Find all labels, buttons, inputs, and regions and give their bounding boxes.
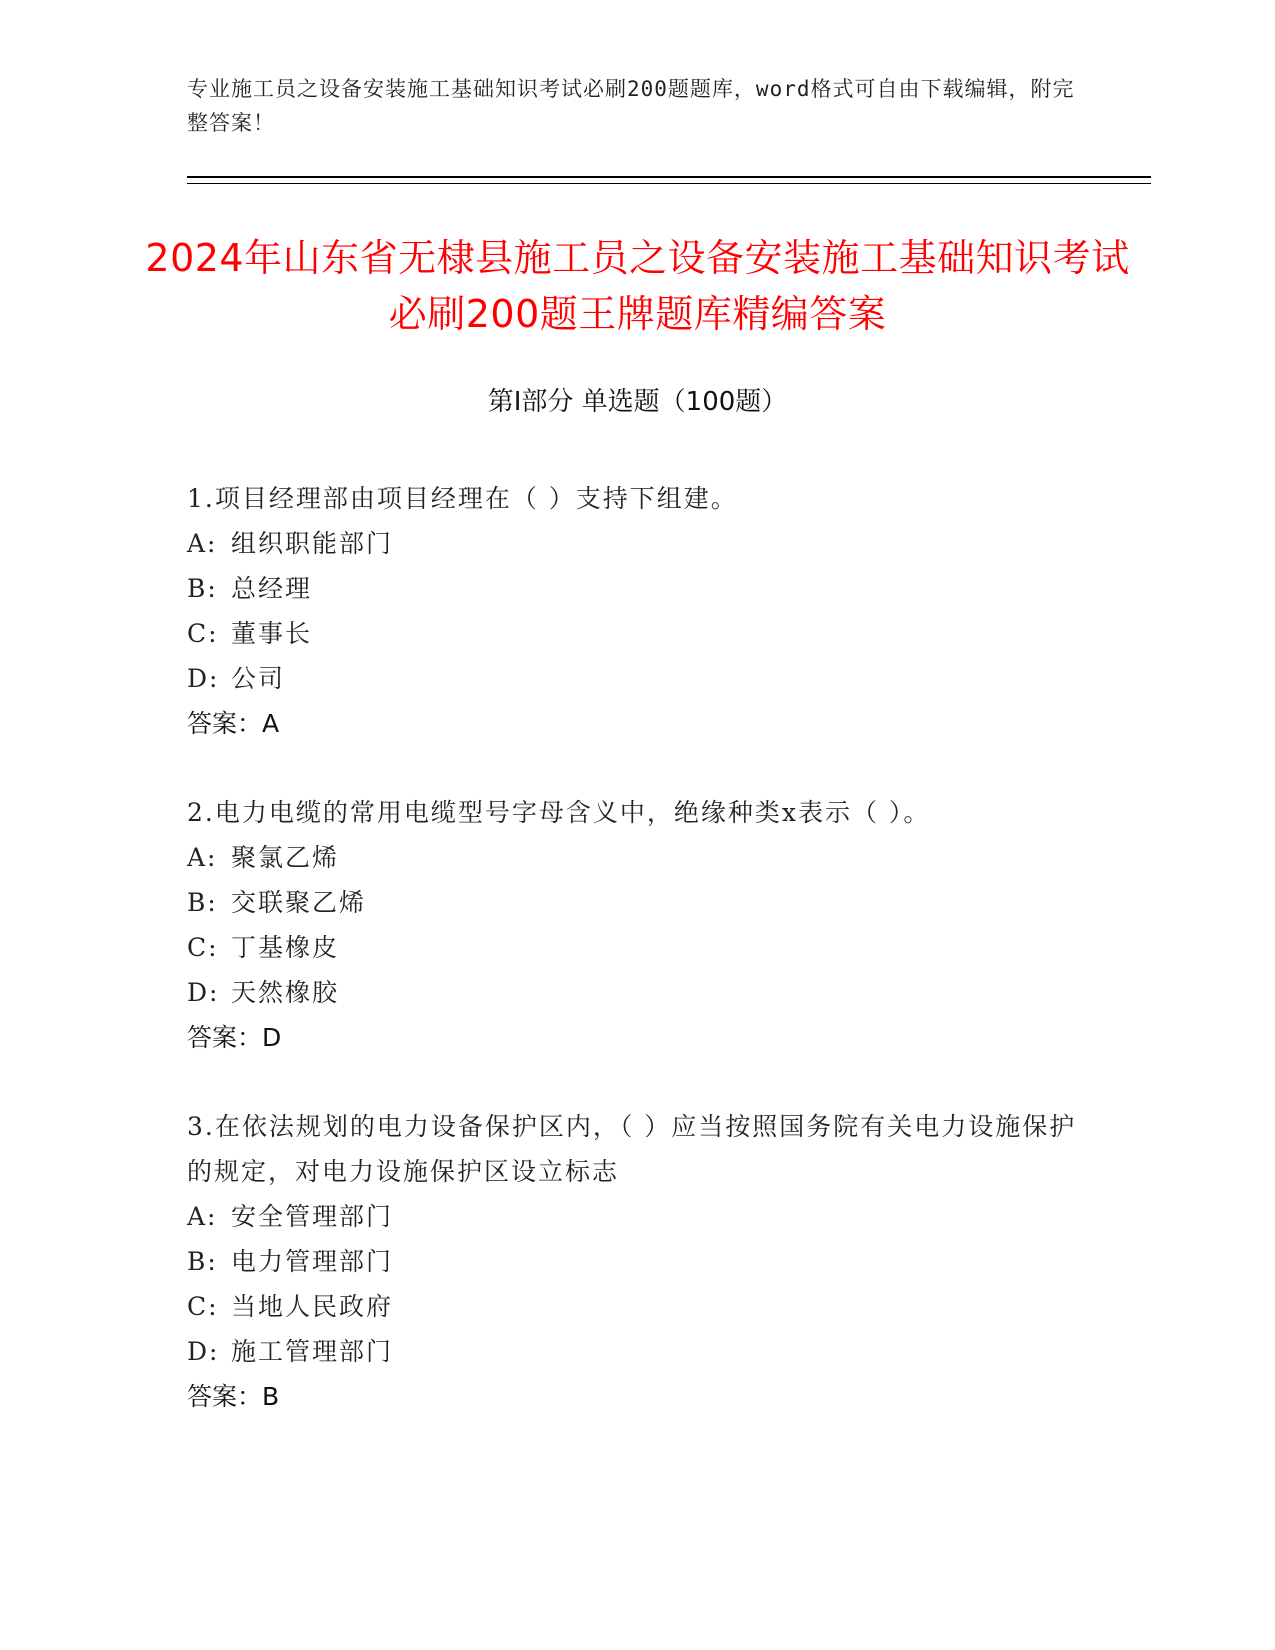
section-heading: 第Ⅰ部分 单选题（100题） xyxy=(487,387,788,417)
option-letter: B: xyxy=(187,574,218,603)
question-1 xyxy=(187,476,1087,746)
answer-line: 答案：A xyxy=(187,709,280,738)
option-letter: B: xyxy=(187,888,218,917)
option-c xyxy=(187,1284,1087,1329)
option-d xyxy=(187,970,1087,1015)
header-note: 专业施工员之设备安装施工基础知识考试必刷200题题库，word格式可自由下载编辑，附完整答案！ xyxy=(187,77,1075,135)
option-b xyxy=(187,1239,1087,1284)
option-text: 总经理 xyxy=(231,574,313,603)
option-text: 董事长 xyxy=(231,619,313,648)
document-title: 2024年山东省无棣县施工员之设备安装施工基础知识考试必刷200题王牌题库精编答案 xyxy=(145,236,1130,336)
option-text: 公司 xyxy=(231,664,286,693)
option-text: 电力管理部门 xyxy=(231,1247,394,1276)
option-b xyxy=(187,566,1087,611)
option-c xyxy=(187,925,1087,970)
option-d xyxy=(187,1329,1087,1374)
option-text: 安全管理部门 xyxy=(231,1202,394,1231)
header-divider-thin xyxy=(187,183,1151,184)
question-stem: 2.电力电缆的常用电缆型号字母含义中，绝缘种类x表示（ ）。 xyxy=(187,798,931,827)
option-a xyxy=(187,835,1087,880)
option-d xyxy=(187,656,1087,701)
option-text: 聚氯乙烯 xyxy=(231,843,340,872)
option-a xyxy=(187,1194,1087,1239)
question-3 xyxy=(187,1104,1087,1419)
option-letter: D: xyxy=(187,978,220,1007)
option-letter: A: xyxy=(187,529,218,558)
option-letter: C: xyxy=(187,933,219,962)
option-letter: B: xyxy=(187,1247,218,1276)
option-letter: D: xyxy=(187,1337,220,1366)
answer-line: 答案：D xyxy=(187,1023,282,1052)
header-divider-thick xyxy=(187,176,1151,178)
option-a xyxy=(187,521,1087,566)
question-list xyxy=(187,476,1087,1463)
option-text: 当地人民政府 xyxy=(231,1292,394,1321)
option-text: 丁基橡皮 xyxy=(231,933,340,962)
option-letter: A: xyxy=(187,1202,218,1231)
option-text: 施工管理部门 xyxy=(231,1337,394,1366)
option-c xyxy=(187,611,1087,656)
question-stem: 3.在依法规划的电力设备保护区内，（ ）应当按照国务院有关电力设施保护的规定，对电力设施保护区设立标志 xyxy=(187,1112,1077,1186)
question-stem: 1.项目经理部由项目经理在（ ）支持下组建。 xyxy=(187,484,738,513)
option-letter: A: xyxy=(187,843,218,872)
option-text: 组织职能部门 xyxy=(231,529,394,558)
option-letter: C: xyxy=(187,1292,219,1321)
option-text: 交联聚乙烯 xyxy=(231,888,367,917)
answer-line: 答案：B xyxy=(187,1382,280,1411)
option-text: 天然橡胶 xyxy=(231,978,340,1007)
question-2 xyxy=(187,790,1087,1060)
option-letter: C: xyxy=(187,619,219,648)
option-letter: D: xyxy=(187,664,220,693)
option-b xyxy=(187,880,1087,925)
